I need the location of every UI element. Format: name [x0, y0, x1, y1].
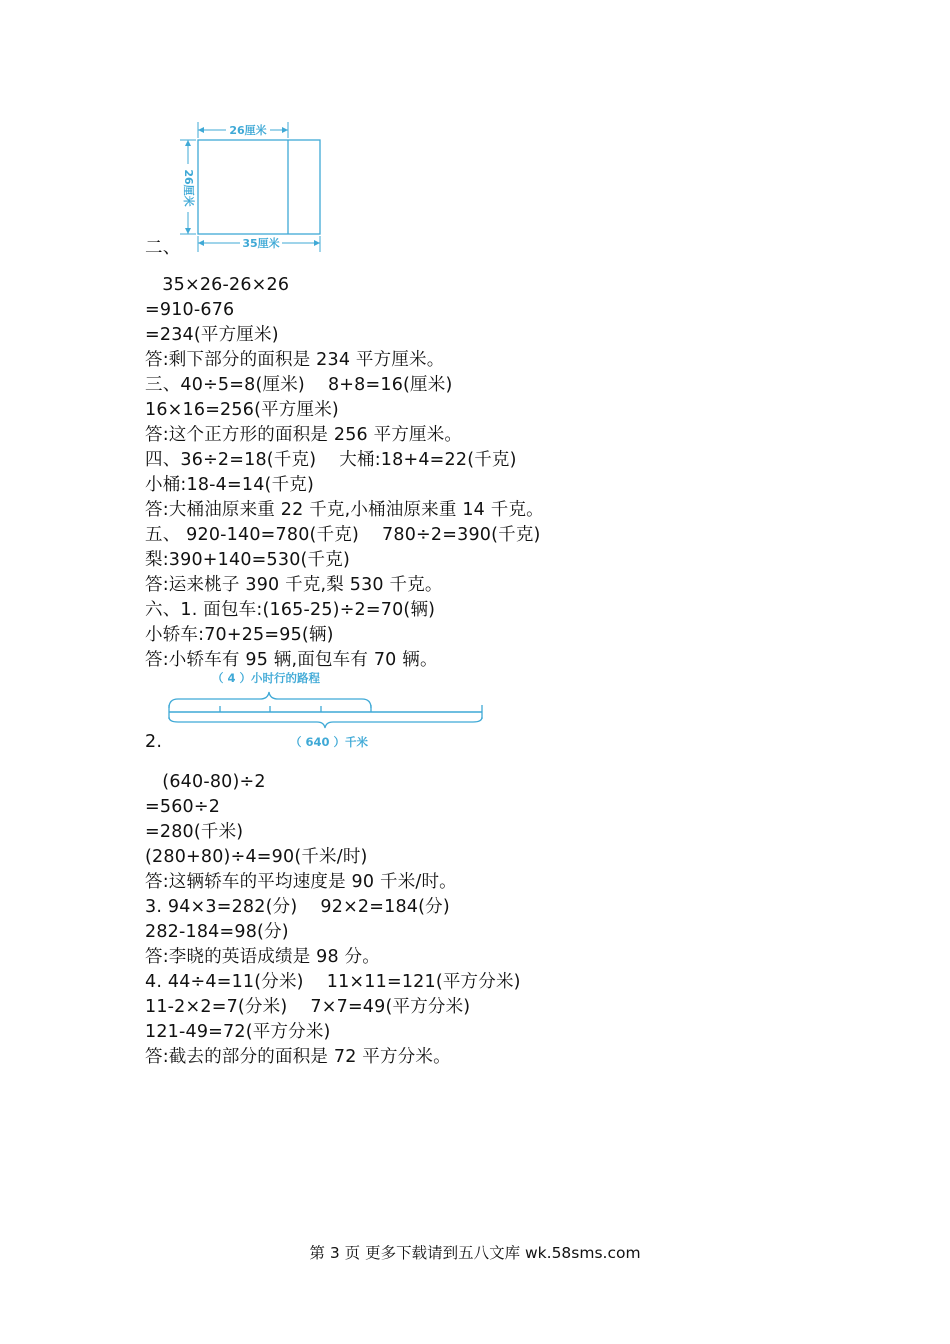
width-label-top: 26厘米: [229, 124, 267, 137]
height-label-side: 26厘米: [182, 169, 195, 207]
top-brace: [169, 692, 371, 708]
segment-bottom-label: （ 640 ）千米: [290, 735, 369, 749]
answer-line: 35×26-26×26: [145, 275, 290, 295]
answer-line: 梨:390+140=530(千克): [145, 550, 350, 570]
answer-line: 三、40÷5=8(厘米) 8+8=16(厘米): [145, 375, 453, 395]
section-2-label: 二、: [145, 238, 181, 258]
answer-line: 3. 94×3=282(分) 92×2=184(分): [145, 897, 450, 917]
answer-line: 答:运来桃子 390 千克,梨 530 千克。: [145, 575, 443, 595]
answer-line: 答:大桶油原来重 22 千克,小桶油原来重 14 千克。: [145, 500, 544, 520]
answer-line: 四、36÷2=18(千克) 大桶:18+4=22(千克): [145, 450, 517, 470]
answer-line: 小轿车:70+25=95(辆): [145, 625, 334, 645]
answer-line: 282-184=98(分): [145, 922, 289, 942]
answer-line: 121-49=72(平方分米): [145, 1022, 331, 1042]
answer-line: 答:小轿车有 95 辆,面包车有 70 辆。: [145, 650, 438, 670]
segment-diagram: [162, 668, 490, 752]
answer-line: 答:这辆轿车的平均速度是 90 千米/时。: [145, 872, 457, 892]
answer-line: 六、1. 面包车:(165-25)÷2=70(辆): [145, 600, 436, 620]
answer-line: 16×16=256(平方厘米): [145, 400, 339, 420]
answer-line: 4. 44÷4=11(分米) 11×11=121(平方分米): [145, 972, 521, 992]
answer-line: (640-80)÷2: [145, 772, 266, 792]
segment-top-label: （ 4 ）小时行的路程: [212, 671, 321, 685]
length-label-bottom: 35厘米: [242, 237, 280, 250]
item-2-label: 2.: [145, 732, 163, 752]
bottom-brace: [169, 717, 482, 728]
answer-line: 11-2×2=7(分米) 7×7=49(平方分米): [145, 997, 471, 1017]
answer-line: =280(千米): [145, 822, 244, 842]
answer-line: =234(平方厘米): [145, 325, 279, 345]
answer-line: (280+80)÷4=90(千米/时): [145, 847, 368, 867]
page-footer: 第 3 页 更多下载请到五八文库 wk.58sms.com: [309, 1244, 641, 1262]
answer-line: 答:这个正方形的面积是 256 平方厘米。: [145, 425, 463, 445]
answer-line: 答:剩下部分的面积是 234 平方厘米。: [145, 350, 445, 370]
rectangle-diagram: [176, 118, 330, 254]
rectangle-shape: [198, 140, 320, 234]
answer-line: =910-676: [145, 300, 235, 320]
answer-line: 小桶:18-4=14(千克): [145, 475, 314, 495]
answer-line: 答:李晓的英语成绩是 98 分。: [145, 947, 380, 967]
answer-line: 答:截去的部分的面积是 72 平方分米。: [145, 1047, 451, 1067]
answer-line: =560÷2: [145, 797, 221, 817]
answer-line: 五、 920-140=780(千克) 780÷2=390(千克): [145, 525, 541, 545]
